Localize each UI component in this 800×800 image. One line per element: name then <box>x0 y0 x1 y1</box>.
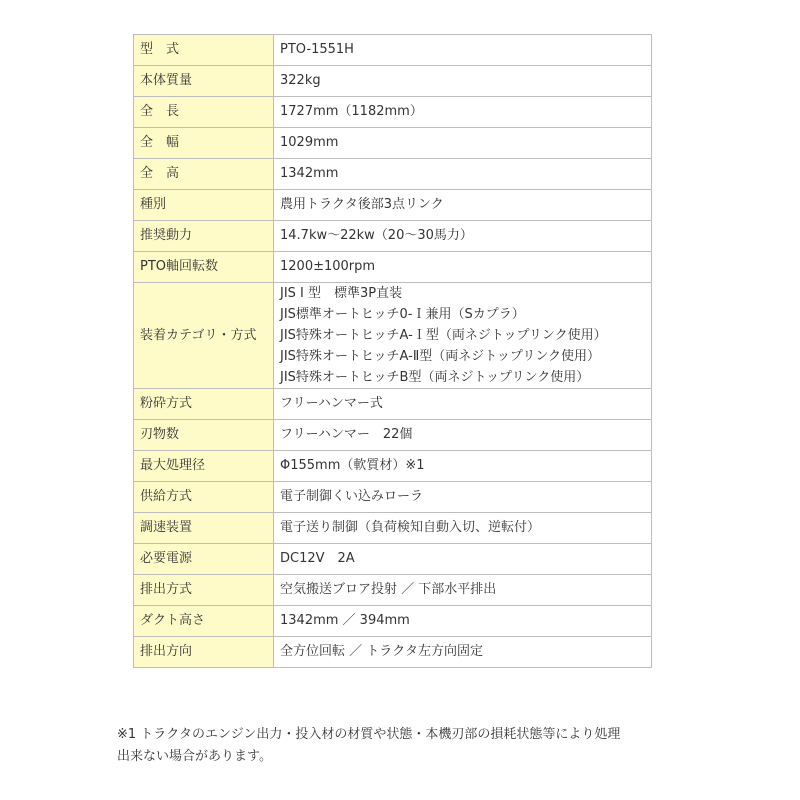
spec-value: 1342mm ／ 394mm <box>274 606 652 637</box>
spec-value: 322kg <box>274 66 652 97</box>
spec-row-weight <box>134 66 652 97</box>
spec-row-feed <box>134 482 652 513</box>
spec-label: 排出方式 <box>134 575 274 606</box>
spec-value-line: JIS標準オートヒッチ0-Ｉ兼用（Sカプラ） <box>280 307 525 322</box>
spec-row-max-diameter <box>134 451 652 482</box>
spec-value: 電子制御くい込みローラ <box>274 482 652 513</box>
spec-value: フリーハンマー式 <box>274 389 652 420</box>
spec-label: ダクト高さ <box>134 606 274 637</box>
spec-row-crushing <box>134 389 652 420</box>
spec-row-discharge-direction <box>134 637 652 668</box>
spec-value-line: JIS I 型 標準3P直装 <box>280 286 403 301</box>
spec-value-multiline <box>274 283 652 389</box>
spec-label: 推奨動力 <box>134 221 274 252</box>
spec-row-type <box>134 190 652 221</box>
spec-label: 必要電源 <box>134 544 274 575</box>
spec-table <box>133 34 652 668</box>
spec-value: 全方位回転 ／ トラクタ左方向固定 <box>274 637 652 668</box>
footnote-line: ※1 トラクタのエンジン出力・投入材の材質や状態・本機刃部の損耗状態等により処理 <box>117 727 621 742</box>
spec-label: 装着カテゴリ・方式 <box>134 283 274 389</box>
spec-label: 刃物数 <box>134 420 274 451</box>
spec-row-height <box>134 159 652 190</box>
spec-value: 1727mm（1182mm） <box>274 97 652 128</box>
spec-row-power <box>134 221 652 252</box>
spec-row-discharge-method <box>134 575 652 606</box>
spec-value: 1200±100rpm <box>274 252 652 283</box>
spec-label: 全 幅 <box>134 128 274 159</box>
spec-label: 型 式 <box>134 35 274 66</box>
spec-label: 排出方向 <box>134 637 274 668</box>
spec-label: 本体質量 <box>134 66 274 97</box>
spec-value: 空気搬送ブロア投射 ／ 下部水平排出 <box>274 575 652 606</box>
spec-label: 最大処理径 <box>134 451 274 482</box>
spec-label: 全 長 <box>134 97 274 128</box>
spec-value: PTO-1551H <box>274 35 652 66</box>
spec-value: 電子送り制御（負荷検知自動入切、逆転付） <box>274 513 652 544</box>
spec-row-width <box>134 128 652 159</box>
spec-row-duct-height <box>134 606 652 637</box>
spec-value: DC12V 2A <box>274 544 652 575</box>
spec-value: 1342mm <box>274 159 652 190</box>
spec-label: 全 高 <box>134 159 274 190</box>
spec-row-mounting <box>134 283 652 389</box>
spec-value: フリーハンマー 22個 <box>274 420 652 451</box>
footnote-line: 出来ない場合があります。 <box>117 749 272 764</box>
spec-row-model <box>134 35 652 66</box>
spec-value: 1029mm <box>274 128 652 159</box>
spec-value: 14.7kw～22kw（20～30馬力） <box>274 221 652 252</box>
spec-row-blades <box>134 420 652 451</box>
spec-row-power-supply <box>134 544 652 575</box>
spec-row-pto-speed <box>134 252 652 283</box>
spec-value-line: JIS特殊オートヒッチA-Ⅱ型（両ネジトップリンク使用） <box>280 349 601 364</box>
spec-label: 調速装置 <box>134 513 274 544</box>
spec-value: 農用トラクタ後部3点リンク <box>274 190 652 221</box>
spec-value: Φ155mm（軟質材）※1 <box>274 451 652 482</box>
spec-label: PTO軸回転数 <box>134 252 274 283</box>
spec-row-speed-control <box>134 513 652 544</box>
spec-value-line: JIS特殊オートヒッチA-Ｉ型（両ネジトップリンク使用） <box>280 328 607 343</box>
spec-label: 粉砕方式 <box>134 389 274 420</box>
spec-label: 種別 <box>134 190 274 221</box>
spec-label: 供給方式 <box>134 482 274 513</box>
spec-value-line: JIS特殊オートヒッチB型（両ネジトップリンク使用） <box>280 370 590 385</box>
footnote <box>117 724 697 768</box>
spec-row-length <box>134 97 652 128</box>
